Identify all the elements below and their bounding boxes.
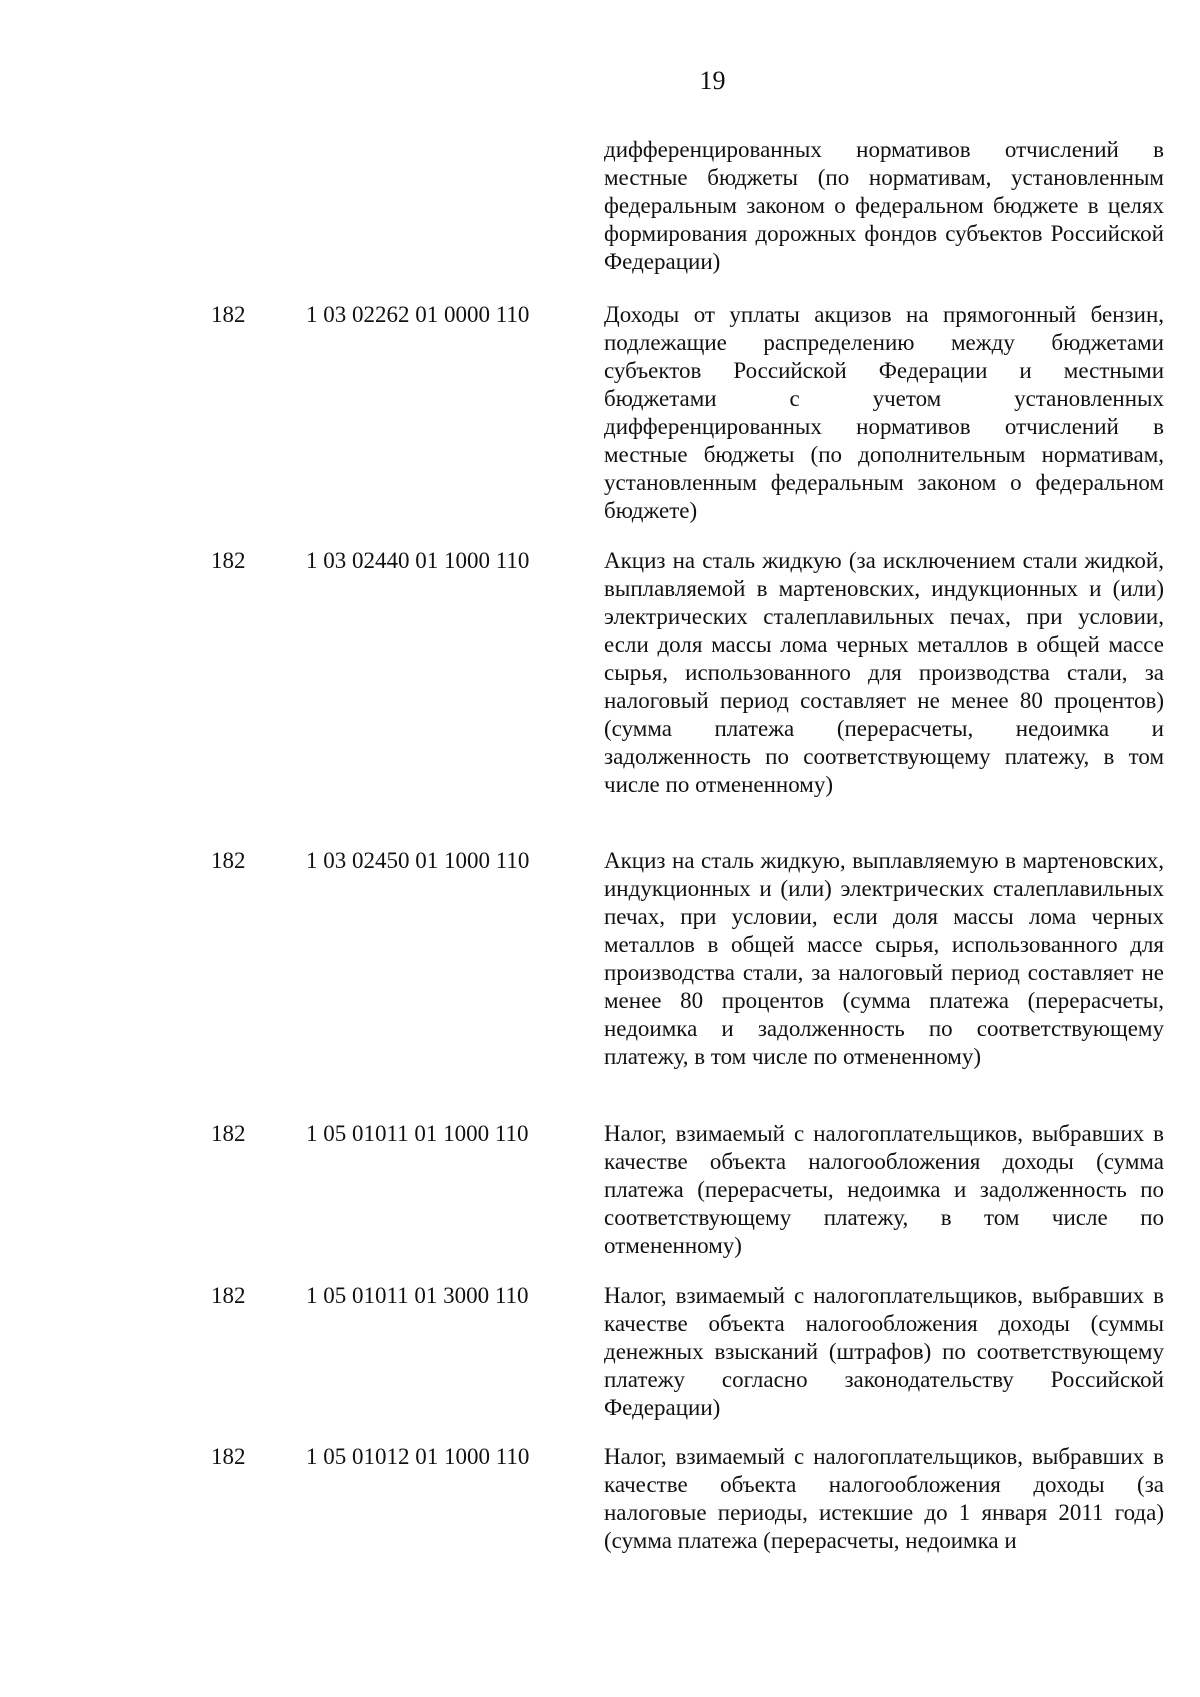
budget-classification-code: 1 03 02262 01 0000 110 [306,302,530,327]
continued-description-text: дифференцированных нормативов отчислений в местные бюджеты (по нормативам, установленным федеральным законом о федеральном бюджете в целях формирования дорожных фондов субъектов Российской Федерации) [604,137,1164,274]
admin-code: 182 [211,302,246,327]
admin-code: 182 [211,1121,246,1146]
admin-code: 182 [211,1444,246,1469]
admin-code: 182 [211,1283,246,1308]
budget-classification-code: 1 03 02450 01 1000 110 [306,848,530,873]
income-description [604,1120,1164,1260]
continued-description [604,136,1164,276]
budget-classification-code: 1 05 01012 01 1000 110 [306,1444,530,1469]
income-description [604,1443,1164,1555]
budget-classification-code: 1 05 01011 01 1000 110 [306,1121,529,1146]
income-description-text: Налог, взимаемый с налогоплательщиков, выбравших в качестве объекта налогообложения доходы (за налоговые периоды, истекшие до 1 января 2011 года) (сумма платежа (перерасчеты, недоимка и [604,1444,1164,1553]
income-description [604,847,1164,1071]
admin-code: 182 [211,548,246,573]
income-description-text: Акциз на сталь жидкую (за исключением стали жидкой, выплавляемой в мартеновских, индукционных и (или) электрических сталеплавильных печах, при условии, если доля массы лома черных металлов в общей массе сырья, использованного для производства стали, за налоговый период составляет не менее 80 процентов) (сумма платежа (перерасчеты, недоимка и задолженность по соответствующему платежу, в том числе по отмененному) [604,548,1164,797]
income-description-text: Налог, взимаемый с налогоплательщиков, выбравших в качестве объекта налогообложения доходы (суммы денежных взысканий (штрафов) по соответствующему платежу согласно законодательству Российской Федерации) [604,1283,1164,1420]
income-description [604,547,1164,799]
income-description [604,301,1164,525]
admin-code: 182 [211,848,246,873]
income-description [604,1282,1164,1422]
income-description-text: Акциз на сталь жидкую, выплавляемую в мартеновских, индукционных и (или) электрических сталеплавильных печах, при условии, если доля массы лома черных металлов в общей массе сырья, использованного для производства стали, за налоговый период составляет не менее 80 процентов (сумма платежа (перерасчеты, недоимка и задолженность по соответствующему платежу, в том числе по отмененному) [604,848,1164,1069]
income-description-text: Налог, взимаемый с налогоплательщиков, выбравших в качестве объекта налогообложения доходы (сумма платежа (перерасчеты, недоимка и задолженность по соответствующему платежу, в том числе по отмененному) [604,1121,1164,1258]
page-number: 19 [699,66,726,95]
income-description-text: Доходы от уплаты акцизов на прямогонный бензин, подлежащие распределению между бюджетами субъектов Российской Федерации и местными бюджетами с учетом установленных дифференцированных нормативов отчислений в местные бюджеты (по дополнительным нормативам, установленным федеральным законом о федеральном бюджете) [604,302,1164,523]
budget-classification-code: 1 05 01011 01 3000 110 [306,1283,529,1308]
budget-classification-code: 1 03 02440 01 1000 110 [306,548,530,573]
